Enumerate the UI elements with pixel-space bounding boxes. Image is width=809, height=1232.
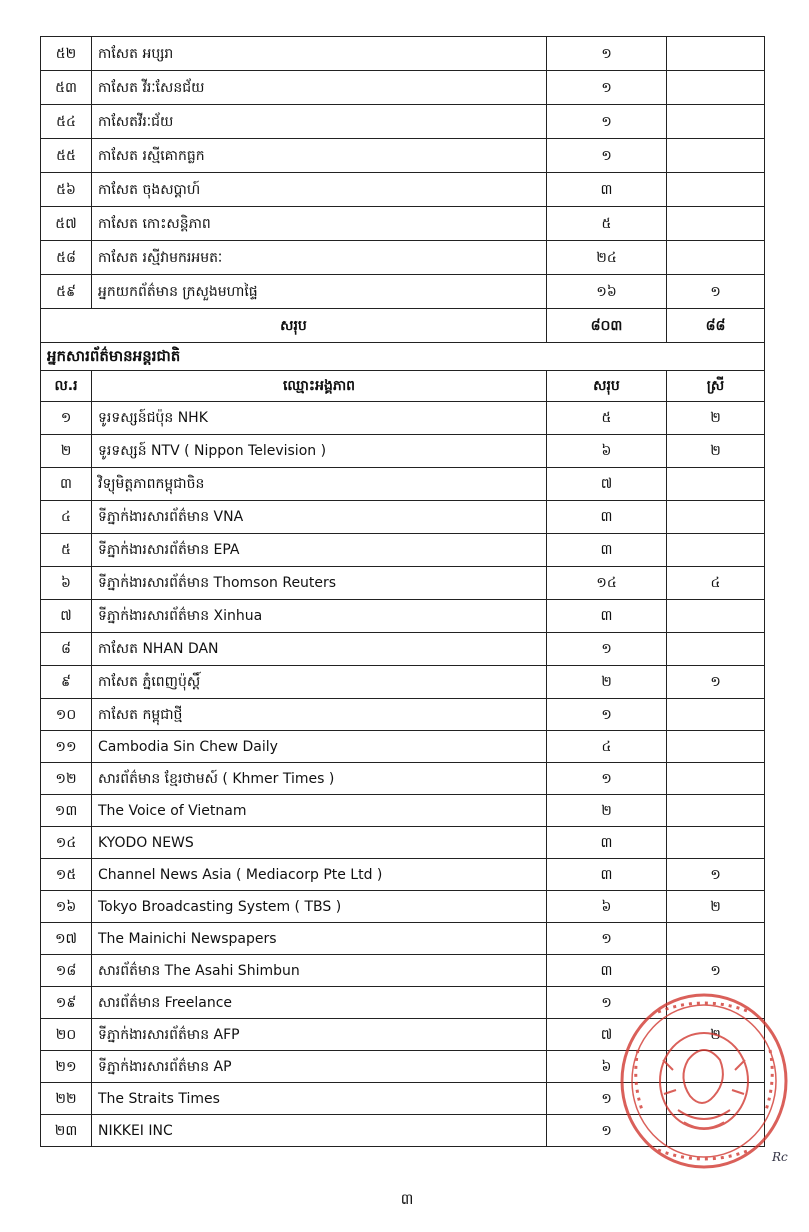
agency-name: ទីភ្នាក់ងារសារព័ត៌មាន Thomson Reuters — [92, 567, 547, 600]
summary-total: ៨០៣ — [547, 309, 667, 343]
agency-name: កាសែតវីរៈជ័យ — [92, 105, 547, 139]
table-row — [41, 891, 765, 923]
total-count: ៣ — [547, 173, 667, 207]
female-count — [667, 534, 765, 567]
female-count: ១ — [667, 955, 765, 987]
row-number: ៥៦ — [41, 173, 92, 207]
total-count: ១ — [547, 699, 667, 731]
total-count: ៣ — [547, 955, 667, 987]
total-count: ៧ — [547, 468, 667, 501]
agency-name: កាសែត ភ្នំពេញប៉ុស្ដិ៍ — [92, 666, 547, 699]
total-count: ៣ — [547, 827, 667, 859]
table-row — [41, 795, 765, 827]
total-count: ១ — [547, 763, 667, 795]
total-count: ១ — [547, 923, 667, 955]
female-count — [667, 827, 765, 859]
female-count — [667, 37, 765, 71]
journalist-table — [40, 36, 765, 1147]
total-count: ១ — [547, 1115, 667, 1147]
row-number: ២ — [41, 435, 92, 468]
agency-name: The Mainichi Newspapers — [92, 923, 547, 955]
total-count: ៧ — [547, 1019, 667, 1051]
total-count: ២៤ — [547, 241, 667, 275]
row-number: ៦ — [41, 567, 92, 600]
row-number: ១២ — [41, 763, 92, 795]
total-count: ៥ — [547, 402, 667, 435]
total-count: ២ — [547, 795, 667, 827]
table-row — [41, 139, 765, 173]
total-count: ៣ — [547, 859, 667, 891]
row-number: ៥ — [41, 534, 92, 567]
row-number: ៥២ — [41, 37, 92, 71]
agency-name: Cambodia Sin Chew Daily — [92, 731, 547, 763]
table-row — [41, 731, 765, 763]
row-number: ៥៥ — [41, 139, 92, 173]
agency-name: ទីភ្នាក់ងារសារព័ត៌មាន EPA — [92, 534, 547, 567]
table-row — [41, 435, 765, 468]
female-count: ២ — [667, 1019, 765, 1051]
table-row — [41, 105, 765, 139]
table-row — [41, 955, 765, 987]
total-count: ៣ — [547, 501, 667, 534]
female-count — [667, 923, 765, 955]
agency-name: Tokyo Broadcasting System ( TBS ) — [92, 891, 547, 923]
agency-name: កាសែត កោះសន្តិភាព — [92, 207, 547, 241]
female-count: ២ — [667, 402, 765, 435]
total-count: ១ — [547, 633, 667, 666]
total-count: ៤ — [547, 731, 667, 763]
row-number: ៣ — [41, 468, 92, 501]
table-row — [41, 71, 765, 105]
female-count: ១ — [667, 859, 765, 891]
agency-name: ទូរទស្សន៍ជប៉ុន NHK — [92, 402, 547, 435]
female-count — [667, 207, 765, 241]
female-count: ១ — [667, 275, 765, 309]
row-number: ១១ — [41, 731, 92, 763]
official-seal-stamp — [618, 990, 790, 1172]
agency-name: កាសែត ចុងសប្តាហ៍ — [92, 173, 547, 207]
table-row — [41, 173, 765, 207]
total-count: ១ — [547, 105, 667, 139]
agency-name: ទូរទស្សន៍ NTV ( Nippon Television ) — [92, 435, 547, 468]
table-row — [41, 275, 765, 309]
row-number: ១៩ — [41, 987, 92, 1019]
female-count — [667, 173, 765, 207]
total-count: ៣ — [547, 600, 667, 633]
table-row — [41, 827, 765, 859]
agency-name: សារព័ត៌មាន Freelance — [92, 987, 547, 1019]
row-number: ១០ — [41, 699, 92, 731]
row-number: ៥៨ — [41, 241, 92, 275]
female-count: ២ — [667, 435, 765, 468]
female-count — [667, 105, 765, 139]
header-total: សរុប — [547, 371, 667, 402]
summary-row — [41, 309, 765, 343]
female-count: ១ — [667, 666, 765, 699]
female-count — [667, 699, 765, 731]
female-count — [667, 501, 765, 534]
female-count: ៤ — [667, 567, 765, 600]
agency-name: The Straits Times — [92, 1083, 547, 1115]
agency-name: កាសែត រស្មីវាមករអមតៈ — [92, 241, 547, 275]
header-name: ឈ្មោះអង្គភាព — [92, 371, 547, 402]
section-row — [41, 343, 765, 371]
agency-name: KYODO NEWS — [92, 827, 547, 859]
row-number: ៤ — [41, 501, 92, 534]
row-number: ១៥ — [41, 859, 92, 891]
total-count: ១ — [547, 139, 667, 173]
row-number: ៥៩ — [41, 275, 92, 309]
table-row — [41, 666, 765, 699]
table-row — [41, 763, 765, 795]
total-count: ៥ — [547, 207, 667, 241]
summary-label: សរុប — [41, 309, 547, 343]
total-count: ១ — [547, 987, 667, 1019]
agency-name: ទីភ្នាក់ងារសារព័ត៌មាន AP — [92, 1051, 547, 1083]
agency-name: The Voice of Vietnam — [92, 795, 547, 827]
row-number: ១៧ — [41, 923, 92, 955]
table-row — [41, 699, 765, 731]
female-count — [667, 600, 765, 633]
agency-name: កាសែត អប្សរា — [92, 37, 547, 71]
agency-name: សារព័ត៌មាន ខ្មែរថាមស៍ ( Khmer Times ) — [92, 763, 547, 795]
table-row — [41, 923, 765, 955]
page-number: ៣ — [400, 1190, 414, 1208]
row-number: ៥៧ — [41, 207, 92, 241]
female-count — [667, 71, 765, 105]
agency-name: NIKKEI INC — [92, 1115, 547, 1147]
table-row — [41, 37, 765, 71]
table-row — [41, 600, 765, 633]
table-row — [41, 567, 765, 600]
total-count: ១៦ — [547, 275, 667, 309]
row-number: ១៤ — [41, 827, 92, 859]
row-number: ១៨ — [41, 955, 92, 987]
row-number: ៨ — [41, 633, 92, 666]
female-count — [667, 763, 765, 795]
section-title: អ្នកសារព័ត៌មានអន្តរជាតិ — [41, 343, 765, 371]
agency-name: កាសែត វីរៈសែនជ័យ — [92, 71, 547, 105]
row-number: ៧ — [41, 600, 92, 633]
agency-name: ទីភ្នាក់ងារសារព័ត៌មាន AFP — [92, 1019, 547, 1051]
table-row — [41, 859, 765, 891]
female-count — [667, 633, 765, 666]
row-number: ១៣ — [41, 795, 92, 827]
row-number: ១ — [41, 402, 92, 435]
row-number: ៥៤ — [41, 105, 92, 139]
row-number: ២០ — [41, 1019, 92, 1051]
total-count: ៦ — [547, 1051, 667, 1083]
agency-name: Channel News Asia ( Mediacorp Pte Ltd ) — [92, 859, 547, 891]
table-row — [41, 534, 765, 567]
total-count: ៣ — [547, 534, 667, 567]
row-number: ២២ — [41, 1083, 92, 1115]
agency-name: សារព័ត៌មាន The Asahi Shimbun — [92, 955, 547, 987]
table-row — [41, 241, 765, 275]
total-count: ១ — [547, 37, 667, 71]
row-number: ៩ — [41, 666, 92, 699]
row-number: ៥៣ — [41, 71, 92, 105]
female-count — [667, 241, 765, 275]
total-count: ១ — [547, 71, 667, 105]
table-header — [41, 371, 765, 402]
header-number: ល.រ — [41, 371, 92, 402]
female-count — [667, 139, 765, 173]
agency-name: កាសែត NHAN DAN — [92, 633, 547, 666]
total-count: ៦ — [547, 891, 667, 923]
agency-name: កាសែត កម្ពុជាថ្មី — [92, 699, 547, 731]
female-count — [667, 468, 765, 501]
table-row — [41, 501, 765, 534]
table-row — [41, 633, 765, 666]
agency-name: អ្នកយកព័ត៌មាន ក្រសួងមហាផ្ទៃ — [92, 275, 547, 309]
row-number: ១៦ — [41, 891, 92, 923]
agency-name: ទីភ្នាក់ងារសារព័ត៌មាន VNA — [92, 501, 547, 534]
agency-name: កាសែត រស្មីគោកធ្លក — [92, 139, 547, 173]
female-count: ២ — [667, 891, 765, 923]
table-row — [41, 468, 765, 501]
header-female: ស្រី — [667, 371, 765, 402]
row-number: ២៣ — [41, 1115, 92, 1147]
female-count — [667, 795, 765, 827]
signature-initials: Rc — [772, 1150, 788, 1164]
row-number: ២១ — [41, 1051, 92, 1083]
table-row — [41, 402, 765, 435]
agency-name: ទីភ្នាក់ងារសារព័ត៌មាន Xinhua — [92, 600, 547, 633]
total-count: ១ — [547, 1083, 667, 1115]
summary-female: ៨៨ — [667, 309, 765, 343]
table-row — [41, 207, 765, 241]
total-count: ៦ — [547, 435, 667, 468]
agency-name: វិទ្យុមិត្តភាពកម្ពុជាចិន — [92, 468, 547, 501]
total-count: ២ — [547, 666, 667, 699]
female-count — [667, 731, 765, 763]
total-count: ១៤ — [547, 567, 667, 600]
